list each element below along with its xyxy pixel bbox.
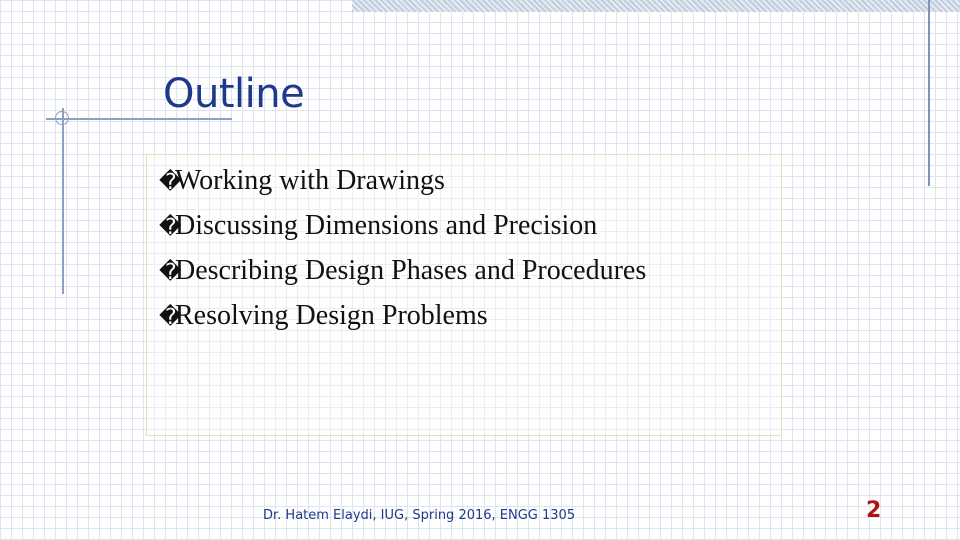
top-decorative-bar [352,0,960,12]
bullet-text: Discussing Dimensions and Precision [175,210,598,241]
corner-circle-icon [55,111,69,125]
right-decorative-line [928,0,930,186]
bullet-marker-icon: � [159,214,182,239]
bullet-marker-icon: � [159,169,182,194]
bullet-item [159,159,646,204]
page-number: 2 [866,498,882,523]
bullet-text: Working with Drawings [175,165,445,196]
bullet-item [159,204,646,249]
bullet-item [159,249,646,294]
content-placeholder [146,154,782,436]
bullet-text: Describing Design Phases and Procedures [175,255,647,286]
bullet-text: Resolving Design Problems [175,300,488,331]
bullet-item [159,294,646,339]
left-decorative-line [62,108,64,294]
bullet-marker-icon: � [159,304,182,329]
slide-footer: Dr. Hatem Elaydi, IUG, Spring 2016, ENGG 1305 [263,508,576,523]
bullet-marker-icon: � [159,259,182,284]
bullet-list [159,159,646,339]
slide-title: Outline [163,71,305,117]
